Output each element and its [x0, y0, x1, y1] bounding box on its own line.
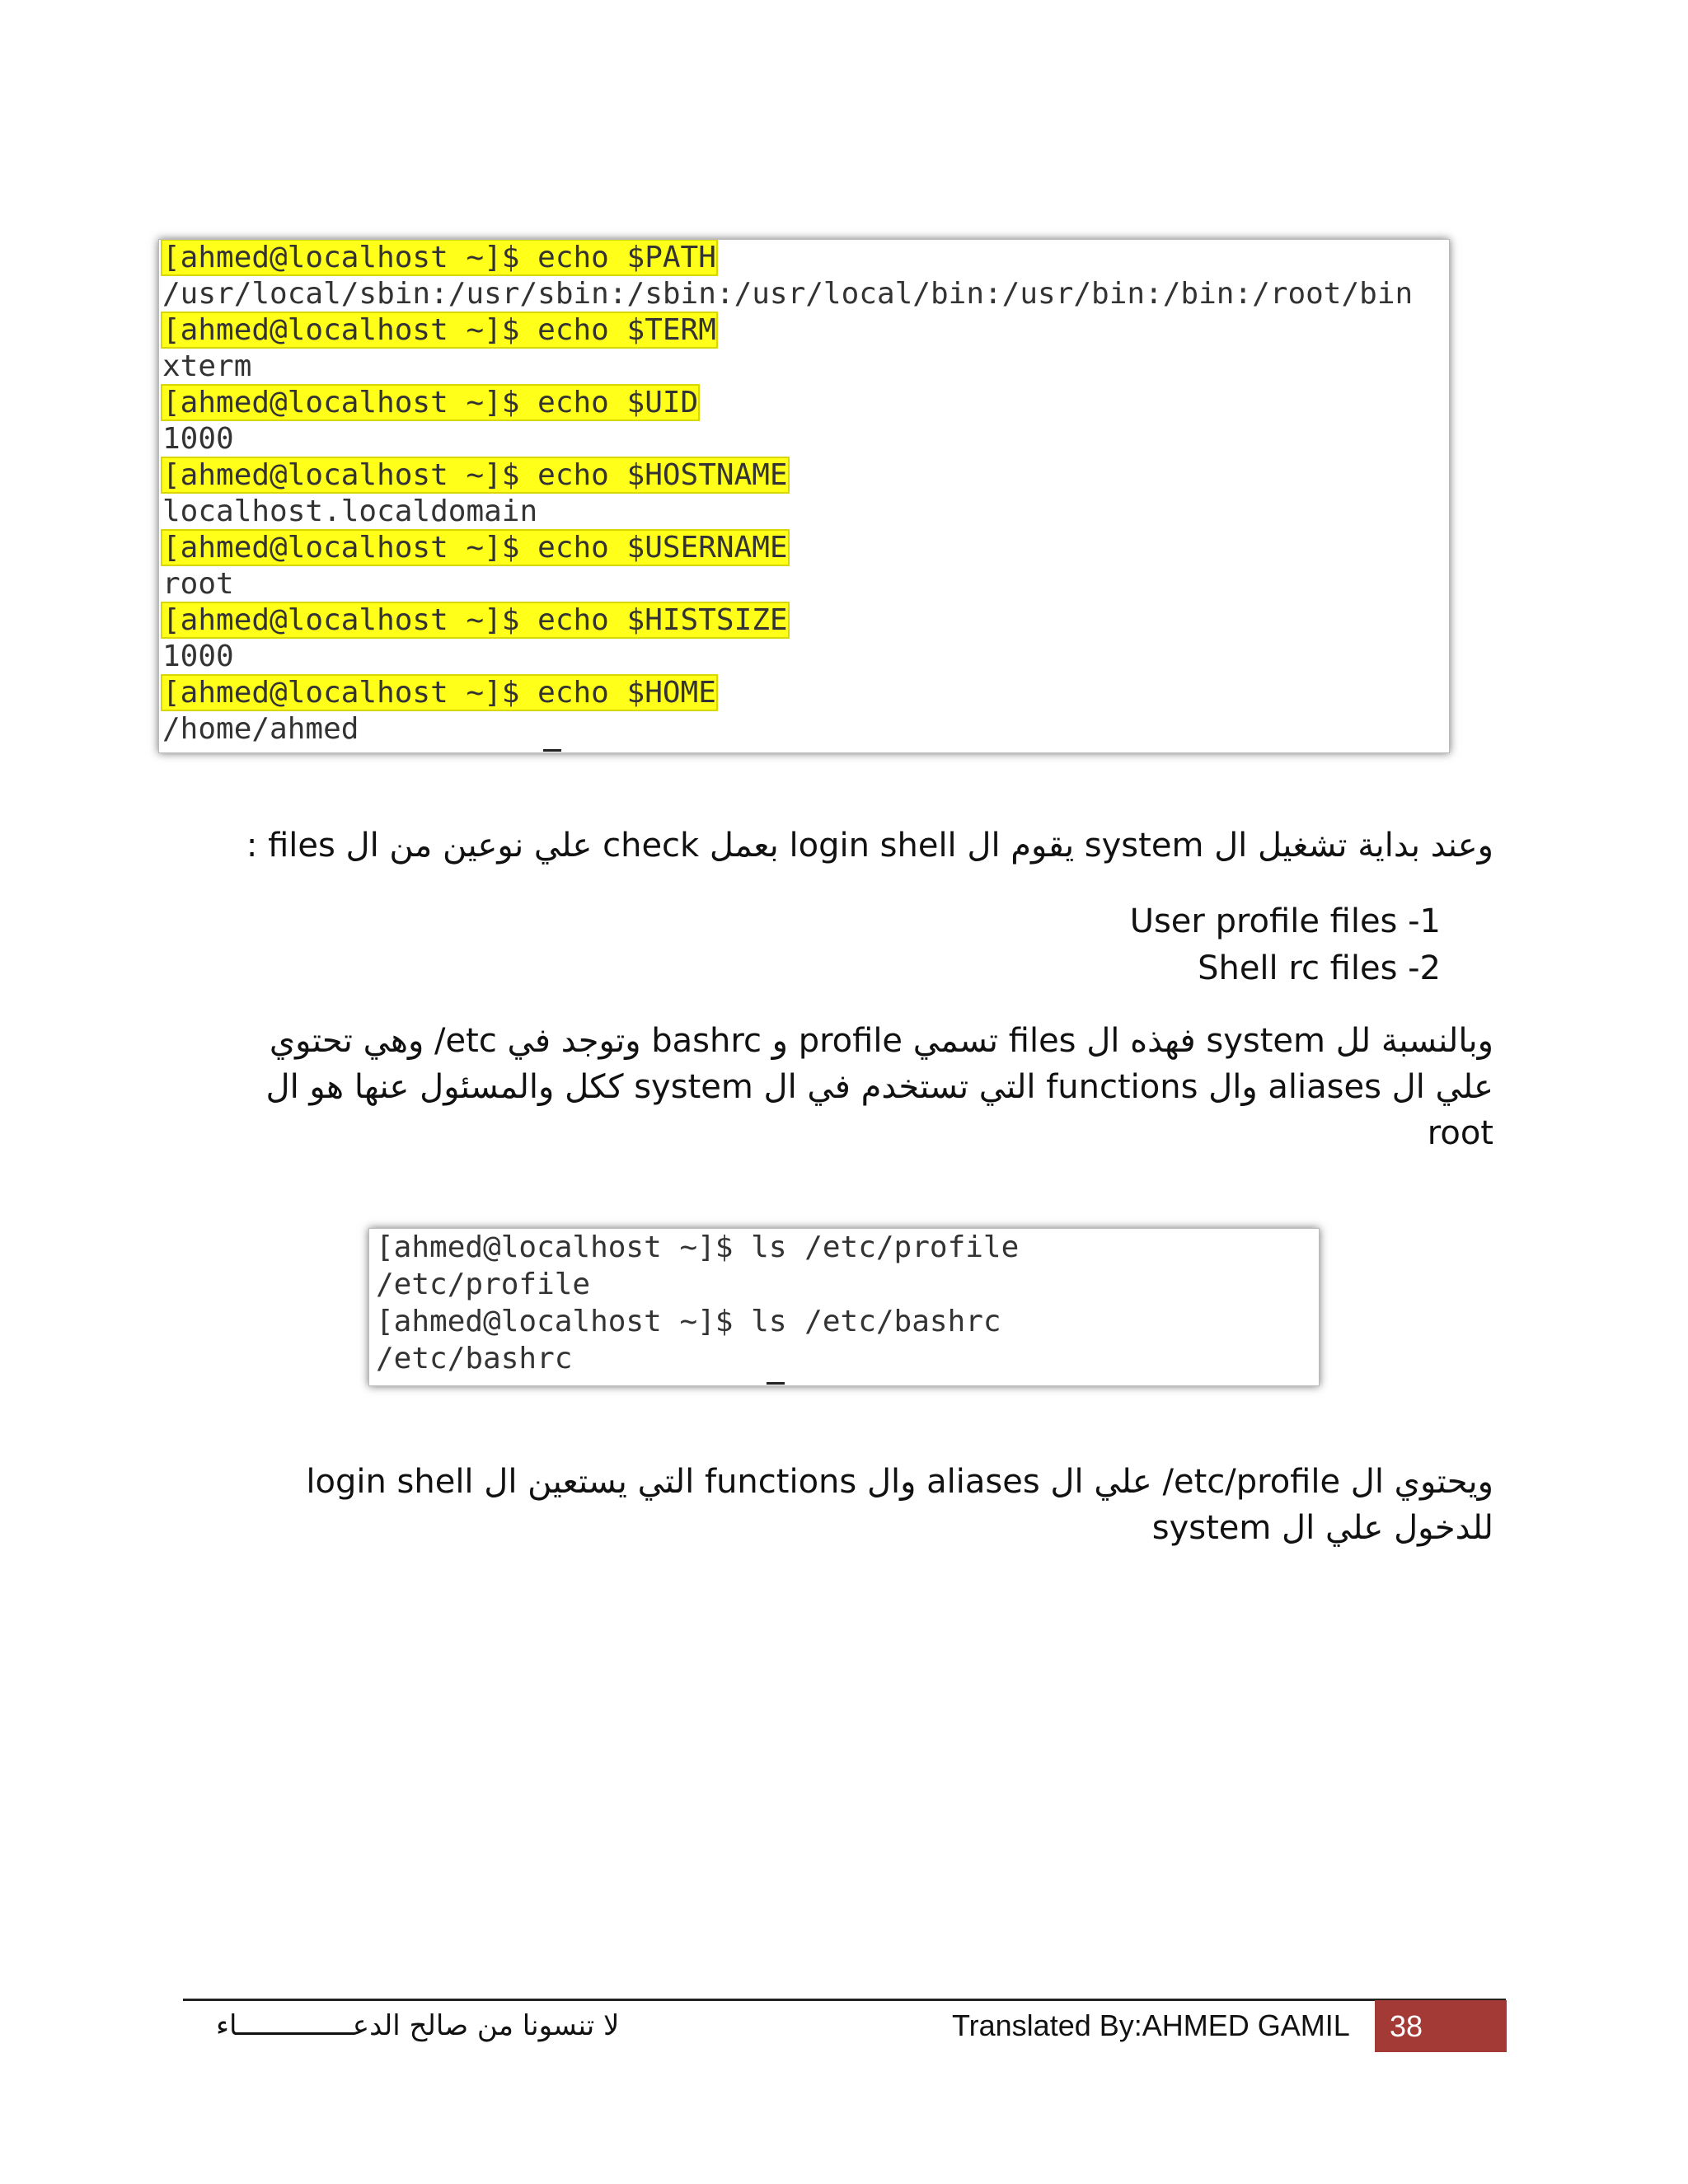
terminal-line: root — [162, 567, 234, 601]
paragraph-line: root — [1427, 1114, 1493, 1152]
terminal-line: localhost.localdomain — [162, 494, 538, 528]
terminal-line: /home/ahmed — [162, 712, 359, 746]
terminal-line: /usr/local/sbin:/usr/sbin:/sbin:/usr/local/bin:/usr/bin:/bin:/root/bin — [162, 277, 1414, 311]
terminal-screenshot-etc-files — [368, 1228, 1320, 1386]
intro-paragraph: وعند بداية تشغيل ال system يقوم ال login shell بعمل check علي نوعين من ال files : — [246, 827, 1493, 865]
terminal-cursor — [543, 749, 561, 752]
terminal-screenshot-env-vars — [158, 239, 1450, 753]
etc-profile-paragraph — [158, 1459, 1493, 1551]
terminal-line: [ahmed@localhost ~]$ echo $HISTSIZE — [162, 603, 788, 637]
terminal-cursor — [767, 1382, 785, 1385]
terminal-line: /etc/bashrc — [376, 1342, 573, 1376]
terminal-line: 1000 — [162, 640, 234, 673]
terminal-line: [ahmed@localhost ~]$ echo $HOSTNAME — [162, 458, 788, 492]
paragraph-line: ويحتوي ال etc/profile/ علي ال aliases وال functions التي يستعين ال login shell — [306, 1463, 1493, 1501]
page-number: 38 — [1375, 2000, 1507, 2052]
terminal-line: [ahmed@localhost ~]$ echo $PATH — [162, 241, 716, 274]
footer-credit: Translated By:AHMED GAMIL — [952, 2008, 1350, 2042]
terminal-line: /etc/profile — [376, 1268, 591, 1301]
list-item: User profile files -1 — [1129, 902, 1441, 940]
terminal-line: [ahmed@localhost ~]$ echo $USERNAME — [162, 531, 788, 565]
terminal-line: [ahmed@localhost ~]$ echo $TERM — [162, 313, 716, 347]
system-files-paragraph — [175, 1018, 1493, 1156]
paragraph-line: للدخول علي ال system — [1151, 1509, 1493, 1547]
terminal-line: [ahmed@localhost ~]$ echo $HOME — [162, 676, 716, 710]
paragraph-line: علي ال aliases وال functions التي تستخدم في ال system ككل والمسئول عنها هو ال — [265, 1068, 1493, 1106]
terminal-line: [ahmed@localhost ~]$ ls /etc/profile — [376, 1230, 1020, 1264]
terminal-line: [ahmed@localhost ~]$ echo $UID — [162, 386, 699, 419]
footer-prayer-text: لا تنسونا من صالح الدعــــــــــــــاء — [216, 2009, 620, 2042]
footer-divider — [183, 1999, 1506, 2001]
terminal-line: xterm — [162, 349, 252, 383]
terminal-line: 1000 — [162, 422, 234, 456]
list-item: Shell rc files -2 — [1198, 949, 1441, 987]
paragraph-line: وبالنسبة لل system فهذه ال files تسمي profile و bashrc وتوجد في etc/ وهي تحتوي — [269, 1022, 1493, 1060]
terminal-line: [ahmed@localhost ~]$ ls /etc/bashrc — [376, 1305, 1001, 1338]
